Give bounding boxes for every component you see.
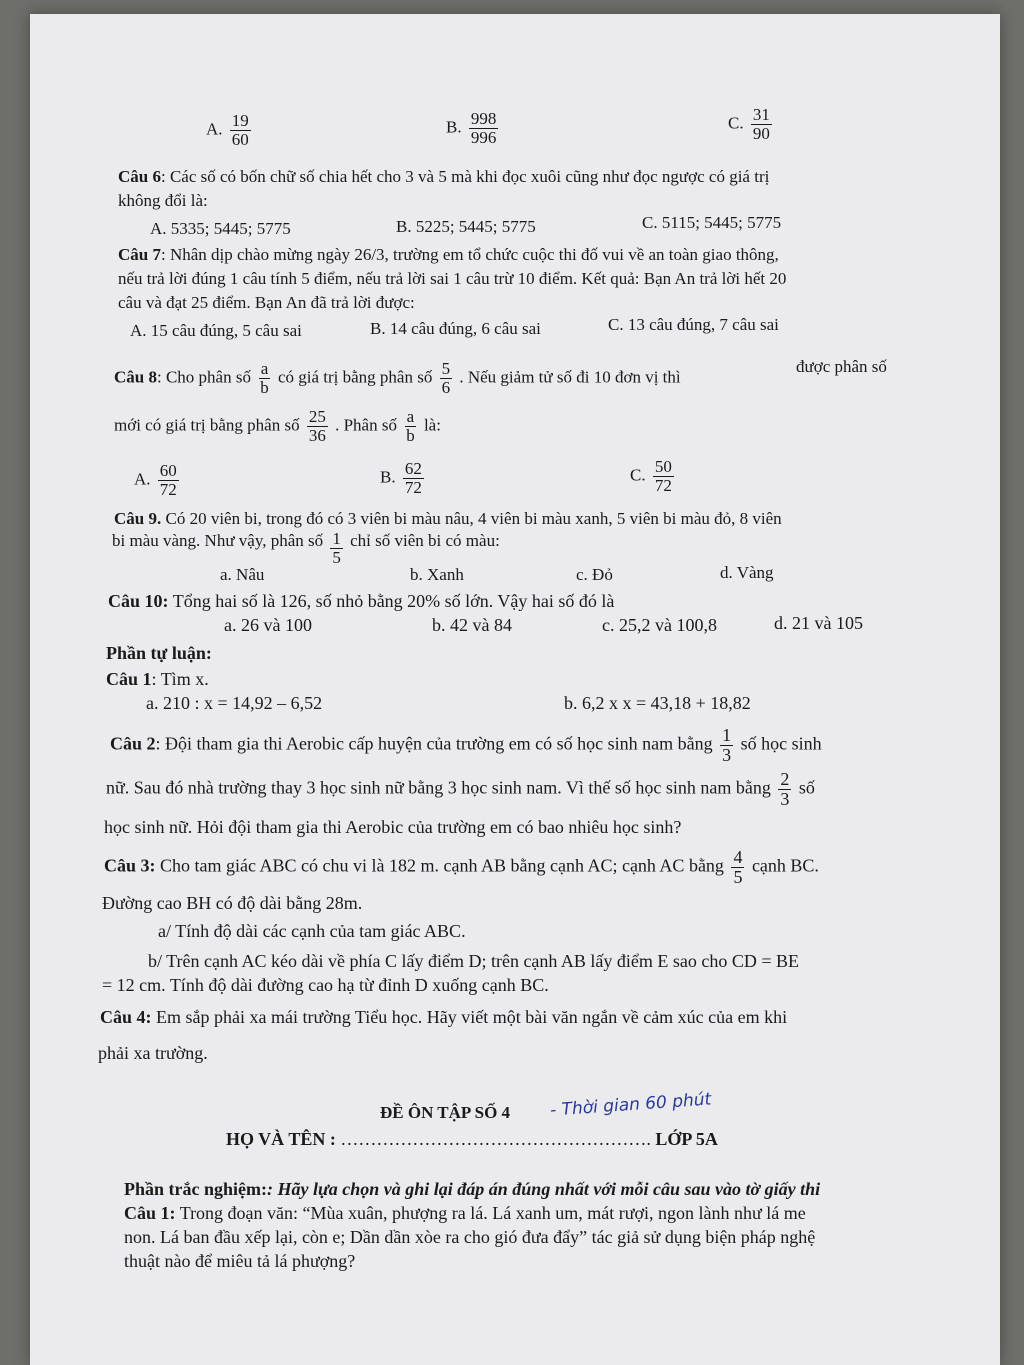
q7-option-b: B. 14 câu đúng, 6 câu sai (370, 319, 541, 338)
fraction-a-b: $\frac{a}{b}$ (260, 359, 269, 397)
question-title: Câu 9. (114, 509, 162, 528)
q7-line-3: câu và đạt 25 điểm. Bạn An đã trả lời được: (118, 293, 415, 312)
q8-line-1: Câu 8: Cho phân số $\frac{a}{b}$ có giá trị bằng phân số $\frac{5}{6}$ . Nếu giảm tử số đi 10 đơn vị thì (114, 359, 681, 397)
q6-line-1: Câu 6: Các số có bốn chữ số chia hết cho 3 và 5 mà khi đọc xuôi cũng như đọc ngược có giá trị (118, 167, 770, 186)
name-row (226, 1128, 718, 1150)
section-heading: Phần trắc nghiệm: (124, 1179, 267, 1199)
question-title: Câu 1: (124, 1203, 176, 1223)
option-label: A. (134, 469, 151, 489)
fraction: $\frac{60}{72}$ (159, 461, 177, 499)
essay-q2-line-3: học sinh nữ. Hỏi đội tham gia thi Aerobic của trường em có bao nhiêu học sinh? (104, 817, 682, 837)
q6-option-b: B. 5225; 5445; 5775 (396, 217, 536, 236)
essay-q4-line-2: phải xa trường. (98, 1043, 208, 1063)
exam4-q1-line-1: Câu 1: Trong đoạn văn: “Mùa xuân, phượng ra lá. Lá xanh um, mát rượi, ngon lành như lá me (124, 1203, 806, 1223)
class-label: LỚP 5A (655, 1129, 718, 1149)
fraction: $\frac{25}{36}$ (308, 407, 326, 445)
option-label: B. (380, 467, 396, 487)
q8-option-c (630, 458, 677, 495)
q5-option-b (446, 110, 501, 147)
q10-option-b: b. 42 và 84 (432, 615, 512, 635)
essay-q1-b: b. 6,2 x x = 43,18 + 18,82 (564, 693, 751, 713)
name-label: HỌ VÀ TÊN : (226, 1129, 336, 1149)
fraction: $\frac{2}{3}$ (780, 769, 790, 809)
fraction: $\frac{19}{60}$ (231, 111, 249, 149)
question-title: Câu 8 (114, 367, 157, 387)
question-title: Câu 7 (118, 245, 161, 264)
q5-option-a (206, 112, 254, 149)
essay-q3-line-1: Câu 3: Cho tam giác ABC có chu vi là 182 m. cạnh AB bằng cạnh AC; cạnh AC bằng $\frac{4}{5}$ cạnh BC. (104, 847, 819, 887)
question-title: Câu 4: (100, 1007, 152, 1027)
exam4-q1-line-3: thuật nào để miêu tả lá phượng? (124, 1251, 356, 1271)
q9-option-b: b. Xanh (410, 565, 464, 584)
option-label: C. (630, 465, 646, 485)
essay-q3-line-2: Đường cao BH có độ dài bằng 28m. (102, 893, 363, 913)
q10-option-a: a. 26 và 100 (224, 615, 312, 635)
fraction: $\frac{50}{72}$ (654, 457, 672, 495)
exam4-title: ĐỀ ÔN TẬP SỐ 4 (380, 1103, 511, 1122)
q7-line-2: nếu trả lời đúng 1 câu tính 5 điểm, nếu trả lời sai 1 câu trừ 10 điểm. Kết quả: Bạn An trả lời hết 20 (118, 269, 787, 288)
question-title: Câu 1 (106, 669, 152, 689)
essay-q3-b-2: = 12 cm. Tính độ dài đường cao hạ từ đỉnh D xuống cạnh BC. (102, 975, 549, 995)
q7-option-a: A. 15 câu đúng, 5 câu sai (130, 321, 302, 340)
fraction: $\frac{998}{996}$ (470, 109, 497, 147)
q8-line-2: mới có giá trị bằng phân số $\frac{25}{36}$ . Phân số $\frac{a}{b}$ là: (114, 407, 441, 445)
q8-option-a (134, 462, 182, 499)
fraction: $\frac{5}{6}$ (441, 359, 451, 397)
q7-line-1: Câu 7: Nhân dịp chào mừng ngày 26/3, trường em tổ chức cuộc thi đố vui về an toàn giao thông, (118, 245, 779, 264)
fraction-a-b: $\frac{a}{b}$ (406, 407, 415, 445)
q10-option-d: d. 21 và 105 (774, 613, 863, 633)
q6-option-c: C. 5115; 5445; 5775 (642, 213, 782, 232)
exam4-q1-line-2: non. Lá ban đầu xếp lại, còn e; Dần dần xòe ra cho gió đưa đẩy” tác giả sử dụng biện pháp nghệ (124, 1227, 816, 1247)
q7-option-c: C. 13 câu đúng, 7 câu sai (608, 315, 779, 334)
fraction: $\frac{1}{3}$ (722, 725, 732, 765)
q6-line-2: không đổi là: (118, 191, 208, 210)
essay-q4-line-1: Câu 4: Em sắp phải xa mái trường Tiểu học. Hãy viết một bài văn ngắn về cảm xúc của em khi (100, 1007, 788, 1027)
option-label: B. (446, 117, 462, 137)
essay-q1-a: a. 210 : x = 14,92 – 6,52 (146, 693, 323, 713)
essay-heading: Phần tự luận: (106, 643, 212, 663)
option-label: C. (728, 113, 744, 133)
q9-option-d: d. Vàng (720, 563, 774, 582)
fraction: $\frac{62}{72}$ (404, 459, 422, 497)
question-title: Câu 3: (104, 855, 156, 876)
essay-q3-a: a/ Tính độ dài các cạnh của tam giác ABC. (158, 921, 466, 941)
q9-line-1: Câu 9. Có 20 viên bi, trong đó có 3 viên bi màu nâu, 4 viên bi màu xanh, 5 viên bi màu đỏ, 8 viên (114, 509, 782, 528)
mc-instruction: Phần trắc nghiệm:: Hãy lựa chọn và ghi lại đáp án đúng nhất với mỗi câu sau vào tờ giấy thi (124, 1179, 821, 1199)
q9-option-a: a. Nâu (220, 565, 265, 584)
question-title: Câu 2 (110, 733, 156, 754)
name-blank: ……………………………………………. (340, 1129, 651, 1149)
q8-option-b (380, 460, 427, 497)
fraction: $\frac{4}{5}$ (733, 847, 743, 887)
q9-option-c: c. Đỏ (576, 565, 613, 584)
essay-q3-b-1: b/ Trên cạnh AC kéo dài về phía C lấy điểm D; trên cạnh AB lấy điểm E sao cho CD = BE (148, 951, 800, 971)
q5-option-c (728, 106, 775, 143)
question-title: Câu 6 (118, 167, 161, 186)
essay-q1-line: Câu 1: Tìm x. (106, 669, 209, 689)
fraction: $\frac{31}{90}$ (752, 105, 770, 143)
option-label: A. (206, 119, 223, 139)
essay-q2-line-2: nữ. Sau đó nhà trường thay 3 học sinh nữ bằng 3 học sinh nam. Vì thế số học sinh nam bằng $\frac{2}{3}$ số (106, 769, 815, 809)
question-title: Câu 10: (108, 591, 169, 611)
fraction: $\frac{1}{5}$ (332, 529, 341, 567)
handwritten-time-note: - Thời gian 60 phút (549, 1089, 712, 1121)
q10-line: Câu 10: Tổng hai số là 126, số nhỏ bằng 20% số lớn. Vậy hai số đó là (108, 591, 615, 611)
q10-option-c: c. 25,2 và 100,8 (602, 615, 717, 635)
exam-paper (30, 14, 1000, 1365)
q9-line-2: bi màu vàng. Như vậy, phân số $\frac{1}{5}$ chỉ số viên bi có màu: (112, 529, 500, 567)
essay-q2-line-1: Câu 2: Đội tham gia thi Aerobic cấp huyện của trường em có số học sinh nam bằng $\frac{1}{3}$ số học sinh (110, 725, 822, 765)
q6-option-a: A. 5335; 5445; 5775 (150, 219, 291, 238)
q8-line-1-end: được phân số (796, 357, 887, 376)
